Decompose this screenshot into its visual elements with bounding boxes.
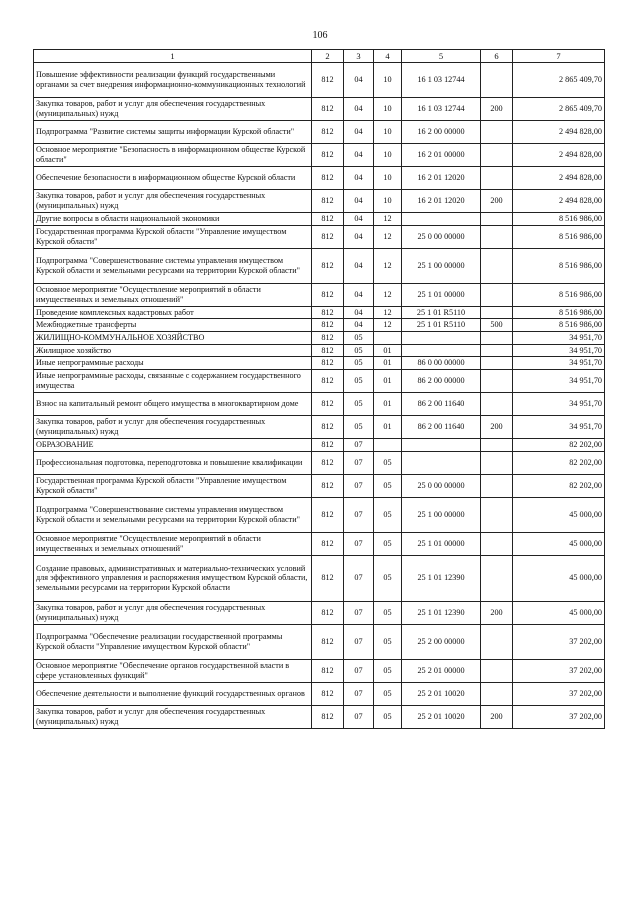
row-amount: 2 494 828,00 xyxy=(513,144,605,167)
row-amount: 2 865 409,70 xyxy=(513,63,605,98)
row-section: 05 xyxy=(344,332,374,345)
table-row xyxy=(34,344,605,357)
row-section: 07 xyxy=(344,624,374,659)
row-amount: 34 951,70 xyxy=(513,332,605,345)
row-target-article: 86 0 00 00000 xyxy=(402,357,481,370)
row-name: Проведение комплексных кадастровых работ xyxy=(34,306,312,319)
row-amount: 8 516 986,00 xyxy=(513,283,605,306)
row-name: Создание правовых, административных и материально-технических условий для эффективного управления и распоряжения имуществом Курской области, земельными ресурсами на территории Курской области xyxy=(34,555,312,601)
row-amount: 2 865 409,70 xyxy=(513,98,605,121)
row-admin-code: 812 xyxy=(312,416,344,439)
row-expense-type xyxy=(481,497,513,532)
table-row xyxy=(34,167,605,190)
table-row xyxy=(34,121,605,144)
row-expense-type xyxy=(481,121,513,144)
row-name: Государственная программа Курской области "Управление имуществом Курской области" xyxy=(34,474,312,497)
row-admin-code: 812 xyxy=(312,248,344,283)
row-name: ЖИЛИЩНО-КОММУНАЛЬНОЕ ХОЗЯЙСТВО xyxy=(34,332,312,345)
row-section: 05 xyxy=(344,344,374,357)
table-row xyxy=(34,332,605,345)
row-target-article: 25 2 01 10020 xyxy=(402,682,481,705)
row-admin-code: 812 xyxy=(312,357,344,370)
budget-table xyxy=(33,49,605,729)
row-amount: 8 516 986,00 xyxy=(513,225,605,248)
row-section: 05 xyxy=(344,416,374,439)
row-expense-type: 200 xyxy=(481,601,513,624)
row-target-article: 16 2 01 12020 xyxy=(402,167,481,190)
row-name: Жилищное хозяйство xyxy=(34,344,312,357)
row-expense-type xyxy=(481,393,513,416)
table-row xyxy=(34,705,605,728)
row-target-article: 16 2 01 12020 xyxy=(402,190,481,213)
row-amount: 45 000,00 xyxy=(513,555,605,601)
row-amount: 37 202,00 xyxy=(513,659,605,682)
row-admin-code: 812 xyxy=(312,601,344,624)
row-subsection xyxy=(374,332,402,345)
table-row xyxy=(34,624,605,659)
row-target-article: 86 2 00 11640 xyxy=(402,393,481,416)
row-admin-code: 812 xyxy=(312,144,344,167)
row-admin-code: 812 xyxy=(312,474,344,497)
table-row xyxy=(34,248,605,283)
row-section: 05 xyxy=(344,370,374,393)
row-section: 07 xyxy=(344,474,374,497)
row-name: Повышение эффективности реализации функций государственными органами за счет внедрения информационно-коммуникационных технологий xyxy=(34,63,312,98)
row-target-article: 25 1 01 00000 xyxy=(402,283,481,306)
row-target-article: 86 2 00 11640 xyxy=(402,416,481,439)
row-name: Закупка товаров, работ и услуг для обеспечения государственных (муниципальных) нужд xyxy=(34,190,312,213)
row-expense-type xyxy=(481,167,513,190)
row-target-article: 25 1 01 R5110 xyxy=(402,306,481,319)
row-subsection: 10 xyxy=(374,121,402,144)
row-section: 04 xyxy=(344,190,374,213)
row-expense-type xyxy=(481,370,513,393)
header-col-4: 4 xyxy=(374,50,402,63)
row-subsection: 05 xyxy=(374,705,402,728)
row-amount: 8 516 986,00 xyxy=(513,248,605,283)
row-name: Основное мероприятие "Осуществление мероприятий в области имущественных и земельных отношений" xyxy=(34,532,312,555)
row-admin-code: 812 xyxy=(312,659,344,682)
row-expense-type xyxy=(481,474,513,497)
table-row xyxy=(34,416,605,439)
row-section: 04 xyxy=(344,167,374,190)
row-section: 04 xyxy=(344,98,374,121)
row-name: Межбюджетные трансферты xyxy=(34,319,312,332)
row-expense-type xyxy=(481,344,513,357)
row-expense-type xyxy=(481,624,513,659)
table-row xyxy=(34,357,605,370)
table-row xyxy=(34,283,605,306)
row-section: 04 xyxy=(344,144,374,167)
row-subsection: 12 xyxy=(374,319,402,332)
row-section: 05 xyxy=(344,357,374,370)
row-name: Другие вопросы в области национальной экономики xyxy=(34,213,312,226)
page-number: 106 xyxy=(312,30,328,41)
row-section: 04 xyxy=(344,225,374,248)
row-name: Закупка товаров, работ и услуг для обеспечения государственных (муниципальных) нужд xyxy=(34,98,312,121)
row-subsection: 05 xyxy=(374,451,402,474)
row-target-article xyxy=(402,344,481,357)
row-section: 07 xyxy=(344,705,374,728)
row-admin-code: 812 xyxy=(312,225,344,248)
row-amount: 37 202,00 xyxy=(513,705,605,728)
row-admin-code: 812 xyxy=(312,344,344,357)
row-target-article: 25 1 00 00000 xyxy=(402,248,481,283)
row-target-article: 25 1 01 12390 xyxy=(402,555,481,601)
row-section: 07 xyxy=(344,555,374,601)
row-subsection xyxy=(374,439,402,452)
row-admin-code: 812 xyxy=(312,497,344,532)
row-admin-code: 812 xyxy=(312,190,344,213)
row-subsection: 05 xyxy=(374,555,402,601)
row-amount: 45 000,00 xyxy=(513,497,605,532)
header-col-5: 5 xyxy=(402,50,481,63)
row-section: 05 xyxy=(344,393,374,416)
row-amount: 45 000,00 xyxy=(513,532,605,555)
row-amount: 34 951,70 xyxy=(513,393,605,416)
row-name: Иные непрограммные расходы, связанные с содержанием государственного имущества xyxy=(34,370,312,393)
row-amount: 82 202,00 xyxy=(513,474,605,497)
row-subsection: 05 xyxy=(374,497,402,532)
row-expense-type xyxy=(481,144,513,167)
table-row xyxy=(34,439,605,452)
row-subsection: 10 xyxy=(374,167,402,190)
row-section: 04 xyxy=(344,213,374,226)
table-row xyxy=(34,213,605,226)
row-name: Подпрограмма "Совершенствование системы управления имуществом Курской области и земельными ресурсами на территории Курской области" xyxy=(34,248,312,283)
row-section: 07 xyxy=(344,682,374,705)
row-target-article: 25 2 01 10020 xyxy=(402,705,481,728)
table-row xyxy=(34,370,605,393)
row-target-article: 25 1 00 00000 xyxy=(402,497,481,532)
row-expense-type xyxy=(481,63,513,98)
row-section: 07 xyxy=(344,532,374,555)
row-expense-type: 200 xyxy=(481,416,513,439)
table-row xyxy=(34,190,605,213)
row-admin-code: 812 xyxy=(312,306,344,319)
row-expense-type xyxy=(481,659,513,682)
row-subsection: 10 xyxy=(374,144,402,167)
row-subsection: 01 xyxy=(374,344,402,357)
row-target-article: 16 2 01 00000 xyxy=(402,144,481,167)
row-name: Основное мероприятие "Осуществление мероприятий в области имущественных и земельных отношений" xyxy=(34,283,312,306)
row-subsection: 12 xyxy=(374,283,402,306)
table-row xyxy=(34,474,605,497)
table-row xyxy=(34,532,605,555)
row-expense-type: 200 xyxy=(481,98,513,121)
row-admin-code: 812 xyxy=(312,705,344,728)
header-col-1: 1 xyxy=(34,50,312,63)
row-name: ОБРАЗОВАНИЕ xyxy=(34,439,312,452)
row-subsection: 05 xyxy=(374,474,402,497)
row-expense-type xyxy=(481,213,513,226)
row-subsection: 10 xyxy=(374,190,402,213)
row-amount: 82 202,00 xyxy=(513,439,605,452)
row-target-article: 25 1 01 00000 xyxy=(402,532,481,555)
row-admin-code: 812 xyxy=(312,393,344,416)
table-row xyxy=(34,98,605,121)
row-target-article: 25 1 01 12390 xyxy=(402,601,481,624)
row-subsection: 12 xyxy=(374,306,402,319)
row-target-article xyxy=(402,439,481,452)
row-section: 07 xyxy=(344,439,374,452)
row-subsection: 12 xyxy=(374,225,402,248)
row-name: Обеспечение деятельности и выполнение функций государственных органов xyxy=(34,682,312,705)
table-row xyxy=(34,497,605,532)
row-expense-type xyxy=(481,283,513,306)
row-amount: 8 516 986,00 xyxy=(513,306,605,319)
row-target-article: 25 0 00 00000 xyxy=(402,225,481,248)
row-section: 04 xyxy=(344,306,374,319)
table-body xyxy=(34,63,605,729)
row-target-article: 16 1 03 12744 xyxy=(402,98,481,121)
row-admin-code: 812 xyxy=(312,283,344,306)
row-admin-code: 812 xyxy=(312,319,344,332)
header-col-3: 3 xyxy=(344,50,374,63)
row-admin-code: 812 xyxy=(312,213,344,226)
row-expense-type xyxy=(481,332,513,345)
row-subsection: 10 xyxy=(374,98,402,121)
row-admin-code: 812 xyxy=(312,624,344,659)
row-expense-type xyxy=(481,555,513,601)
row-target-article xyxy=(402,213,481,226)
table-row xyxy=(34,451,605,474)
row-name: Государственная программа Курской области "Управление имуществом Курской области" xyxy=(34,225,312,248)
row-subsection: 01 xyxy=(374,393,402,416)
row-expense-type xyxy=(481,248,513,283)
row-expense-type xyxy=(481,451,513,474)
row-target-article xyxy=(402,332,481,345)
row-subsection: 01 xyxy=(374,370,402,393)
row-target-article: 25 2 01 00000 xyxy=(402,659,481,682)
row-name: Подпрограмма "Развитие системы защиты информации Курской области" xyxy=(34,121,312,144)
row-name: Профессиональная подготовка, переподготовка и повышение квалификации xyxy=(34,451,312,474)
row-section: 07 xyxy=(344,451,374,474)
row-amount: 8 516 986,00 xyxy=(513,213,605,226)
row-admin-code: 812 xyxy=(312,555,344,601)
table-row xyxy=(34,63,605,98)
row-admin-code: 812 xyxy=(312,121,344,144)
row-admin-code: 812 xyxy=(312,98,344,121)
row-name: Обеспечение безопасности в информационном обществе Курской области xyxy=(34,167,312,190)
row-name: Иные непрограммные расходы xyxy=(34,357,312,370)
row-expense-type: 200 xyxy=(481,190,513,213)
row-amount: 82 202,00 xyxy=(513,451,605,474)
row-expense-type xyxy=(481,306,513,319)
row-admin-code: 812 xyxy=(312,370,344,393)
row-admin-code: 812 xyxy=(312,682,344,705)
row-name: Подпрограмма "Совершенствование системы управления имуществом Курской области и земельными ресурсами на территории Курской области" xyxy=(34,497,312,532)
row-subsection: 12 xyxy=(374,213,402,226)
row-expense-type: 200 xyxy=(481,705,513,728)
row-admin-code: 812 xyxy=(312,451,344,474)
row-expense-type xyxy=(481,682,513,705)
row-admin-code: 812 xyxy=(312,532,344,555)
row-expense-type xyxy=(481,225,513,248)
row-amount: 45 000,00 xyxy=(513,601,605,624)
row-name: Подпрограмма "Обеспечение реализации государственной программы Курской области "Управление имуществом Курской области" xyxy=(34,624,312,659)
row-section: 04 xyxy=(344,319,374,332)
row-subsection: 05 xyxy=(374,601,402,624)
row-subsection: 05 xyxy=(374,659,402,682)
row-amount: 2 494 828,00 xyxy=(513,167,605,190)
row-expense-type xyxy=(481,439,513,452)
header-col-6: 6 xyxy=(481,50,513,63)
row-target-article: 25 0 00 00000 xyxy=(402,474,481,497)
row-admin-code: 812 xyxy=(312,439,344,452)
row-amount: 37 202,00 xyxy=(513,682,605,705)
row-section: 07 xyxy=(344,497,374,532)
table-row xyxy=(34,659,605,682)
row-name: Взнос на капитальный ремонт общего имущества в многоквартирном доме xyxy=(34,393,312,416)
row-subsection: 05 xyxy=(374,624,402,659)
row-section: 04 xyxy=(344,121,374,144)
row-subsection: 01 xyxy=(374,357,402,370)
row-target-article: 16 2 00 00000 xyxy=(402,121,481,144)
row-name: Основное мероприятие "Безопасность в информационном обществе Курской области" xyxy=(34,144,312,167)
table-row xyxy=(34,682,605,705)
row-amount: 34 951,70 xyxy=(513,344,605,357)
row-expense-type xyxy=(481,357,513,370)
table-row xyxy=(34,144,605,167)
row-amount: 34 951,70 xyxy=(513,357,605,370)
row-amount: 2 494 828,00 xyxy=(513,121,605,144)
row-amount: 8 516 986,00 xyxy=(513,319,605,332)
row-expense-type: 500 xyxy=(481,319,513,332)
table-row xyxy=(34,555,605,601)
row-subsection: 12 xyxy=(374,248,402,283)
row-section: 07 xyxy=(344,659,374,682)
row-target-article: 86 2 00 00000 xyxy=(402,370,481,393)
row-amount: 37 202,00 xyxy=(513,624,605,659)
row-amount: 34 951,70 xyxy=(513,416,605,439)
row-expense-type xyxy=(481,532,513,555)
row-subsection: 05 xyxy=(374,532,402,555)
row-name: Закупка товаров, работ и услуг для обеспечения государственных (муниципальных) нужд xyxy=(34,601,312,624)
row-admin-code: 812 xyxy=(312,332,344,345)
row-amount: 34 951,70 xyxy=(513,370,605,393)
row-name: Закупка товаров, работ и услуг для обеспечения государственных (муниципальных) нужд xyxy=(34,416,312,439)
row-subsection: 05 xyxy=(374,682,402,705)
row-subsection: 01 xyxy=(374,416,402,439)
row-target-article: 16 1 03 12744 xyxy=(402,63,481,98)
row-section: 04 xyxy=(344,248,374,283)
header-col-2: 2 xyxy=(312,50,344,63)
table-row xyxy=(34,601,605,624)
table-header-row xyxy=(34,50,605,63)
row-target-article: 25 1 01 R5110 xyxy=(402,319,481,332)
row-section: 07 xyxy=(344,601,374,624)
table-row xyxy=(34,393,605,416)
row-name: Закупка товаров, работ и услуг для обеспечения государственных (муниципальных) нужд xyxy=(34,705,312,728)
table-row xyxy=(34,306,605,319)
table-row xyxy=(34,225,605,248)
row-amount: 2 494 828,00 xyxy=(513,190,605,213)
row-target-article: 25 2 00 00000 xyxy=(402,624,481,659)
row-subsection: 10 xyxy=(374,63,402,98)
header-col-7: 7 xyxy=(513,50,605,63)
row-name: Основное мероприятие "Обеспечение органов государственной власти в сфере установленных функций" xyxy=(34,659,312,682)
row-target-article xyxy=(402,451,481,474)
row-admin-code: 812 xyxy=(312,167,344,190)
row-section: 04 xyxy=(344,63,374,98)
row-section: 04 xyxy=(344,283,374,306)
table-row xyxy=(34,319,605,332)
row-admin-code: 812 xyxy=(312,63,344,98)
